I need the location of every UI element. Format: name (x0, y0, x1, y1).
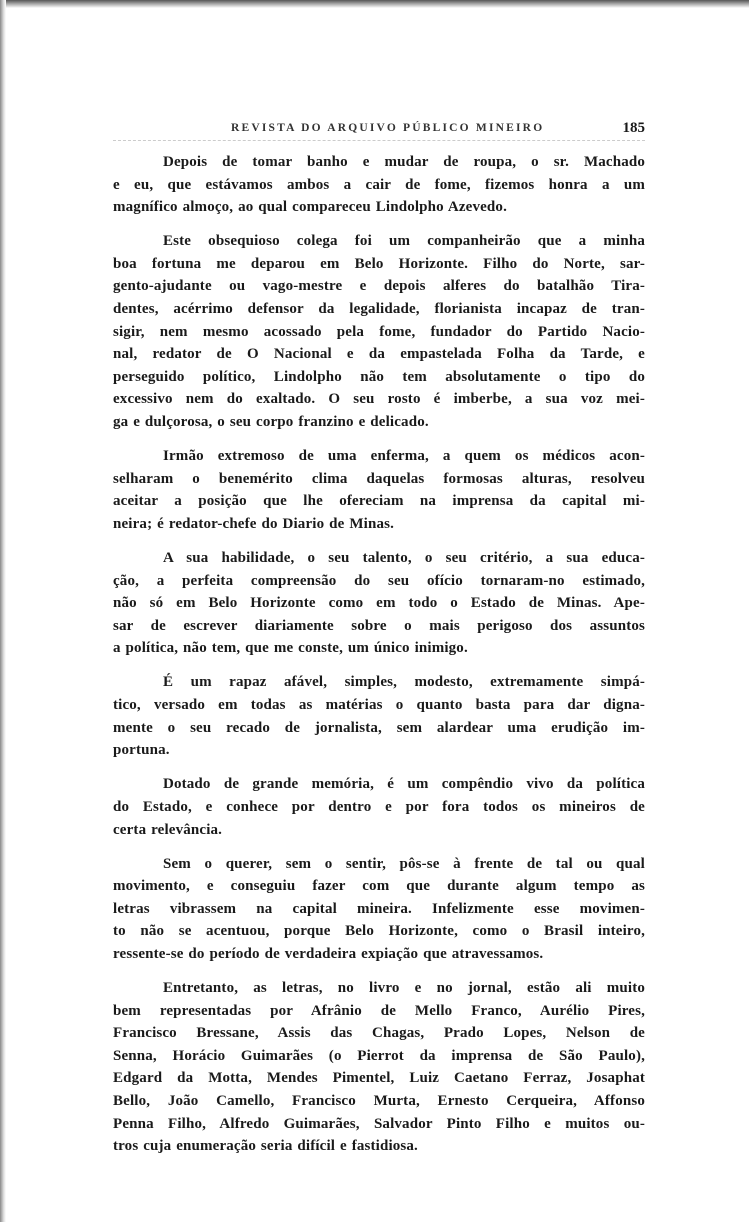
text-line: tico, versado em todas as matérias o quanto basta para dar digna- (113, 697, 645, 714)
text-line: selharam o benemérito clima daquelas formosas alturas, resolveu (113, 470, 645, 487)
text-line: portuna. (113, 742, 170, 759)
text-line: Irmão extremoso de uma enferma, a quem os médicos acon- (163, 448, 645, 465)
text-line: aceitar a posição que lhe ofereciam na imprensa da capital mi- (113, 493, 645, 510)
text-line: não só em Belo Horizonte como em todo o Estado de Minas. Ape- (113, 595, 645, 612)
paragraph (113, 977, 645, 1158)
running-title: REVISTA DO ARQUIVO PÚBLICO MINEIRO (231, 122, 545, 134)
text-line: excessivo nem do exaltado. O seu rosto é imberbe, a sua voz mei- (113, 391, 645, 408)
page-number: 185 (622, 120, 645, 136)
text-line: nal, redator de O Nacional e da empastelada Folha da Tarde, e (113, 346, 645, 363)
text-line: Penna Filho, Alfredo Guimarães, Salvador Pinto Filho e muitos ou- (113, 1115, 645, 1132)
header-rule (113, 140, 645, 141)
text-line: neira; é redator-chefe do Diario de Minas. (113, 515, 394, 532)
text-line: Senna, Horácio Guimarães (o Pierrot da imprensa de São Paulo), (113, 1047, 645, 1064)
text-line: a política, não tem, que me conste, um único inimigo. (113, 640, 468, 657)
text-line: sar de escrever diariamente sobre o mais perigoso dos assuntos (113, 617, 645, 634)
paragraph (113, 773, 645, 841)
text-line: Bello, João Camello, Francisco Murta, Ernesto Cerqueira, Affonso (113, 1093, 645, 1110)
paragraph (113, 547, 645, 660)
text-line: ção, a perfeita compreensão do seu ofício tornaram-no estimado, (113, 572, 645, 589)
text-line: ressente-se do período de verdadeira expiação que atravessamos. (113, 946, 544, 962)
text-line: tros cuja enumeração seria difícil e fastidiosa. (113, 1138, 418, 1155)
text-line: ga e dulçorosa, o seu corpo franzino e delicado. (113, 414, 429, 431)
paragraph (113, 230, 645, 433)
text-line: certa relevância. (113, 821, 223, 838)
page-header (113, 120, 645, 140)
scan-top-edge (0, 0, 749, 8)
text-line: e eu, que estávamos ambos a cair de fome, fizemos honra a um (113, 176, 645, 193)
text-line: Francisco Bressane, Assis das Chagas, Prado Lopes, Nelson de (113, 1025, 645, 1042)
text-line: sigir, nem mesmo acossado pela fome, fundador do Partido Nacio- (113, 323, 645, 340)
paragraph (113, 671, 645, 761)
text-line: boa fortuna me deparou em Belo Horizonte. Filho do Norte, sar- (113, 255, 645, 272)
text-line: mente o seu recado de jornalista, sem alardear uma erudição im- (113, 719, 645, 736)
text-line: Entretanto, as letras, no livro e no jornal, estão ali muito (163, 980, 645, 997)
text-line: Edgard da Motta, Mendes Pimentel, Luiz Caetano Ferraz, Josaphat (113, 1070, 645, 1087)
text-line: to não se acentuou, porque Belo Horizonte, como o Brasil inteiro, (113, 923, 645, 940)
text-line: É um rapaz afável, simples, modesto, extremamente simpá- (163, 674, 645, 691)
paragraph (113, 445, 645, 535)
paragraph (113, 151, 645, 219)
text-line: Sem o querer, sem o sentir, pôs-se à frente de tal ou qual (163, 855, 645, 872)
text-line: dentes, acérrimo defensor da legalidade, florianista incapaz de tran- (113, 301, 645, 318)
body-text (113, 151, 645, 1169)
text-line: do Estado, e conhece por dentro e por fora todos os mineiros de (113, 798, 645, 815)
paragraph (113, 853, 645, 966)
text-line: letras vibrassem na capital mineira. Infelizmente esse movimen- (113, 900, 645, 917)
text-line: bem representadas por Afrânio de Mello Franco, Aurélio Pires, (113, 1002, 645, 1019)
scan-binding-edge (0, 0, 6, 1222)
text-line: movimento, e conseguiu fazer com que durante algum tempo as (113, 878, 645, 895)
text-line: magnífico almoço, ao qual compareceu Lindolpho Azevedo. (113, 199, 507, 216)
text-line: Este obsequioso colega foi um companheirão que a minha (163, 233, 645, 250)
text-line: gento-ajudante ou vago-mestre e depois alferes do batalhão Tira- (113, 278, 645, 295)
text-line: perseguido político, Lindolpho não tem absolutamente o tipo do (113, 368, 645, 385)
text-line: Dotado de grande memória, é um compêndio vivo da política (163, 776, 645, 793)
text-line: A sua habilidade, o seu talento, o seu critério, a sua educa- (163, 550, 645, 566)
text-line: Depois de tomar banho e mudar de roupa, o sr. Machado (163, 154, 645, 170)
